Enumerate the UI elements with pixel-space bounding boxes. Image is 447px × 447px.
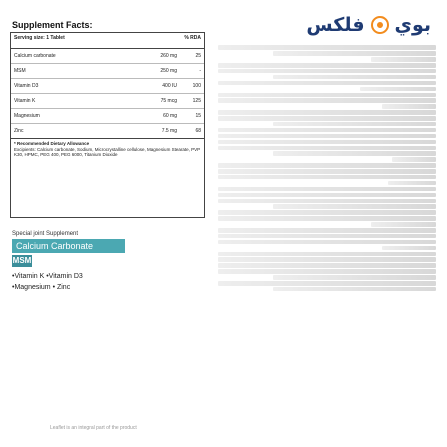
facts-row-amount: 75 mcg (160, 98, 177, 104)
facts-row-rda: - (199, 68, 201, 74)
facts-footnote (11, 139, 204, 160)
logo-text-prefix: بوي (394, 14, 431, 36)
supplement-facts-title: Supplement Facts: (12, 20, 93, 30)
facts-row-name: Vitamin K (14, 98, 36, 104)
bullet-line: •Magnesium • Zinc (12, 284, 71, 291)
facts-table-header (11, 33, 204, 49)
facts-row-amount: 400 IU (162, 83, 177, 89)
rda-header: % RDA (184, 35, 201, 41)
facts-row-rda: 68 (195, 128, 201, 134)
arabic-description (218, 44, 436, 293)
facts-row-rda: 100 (192, 83, 201, 89)
bullet-line: •Vitamin K •Vitamin D3 (12, 273, 83, 280)
facts-row-rda: 15 (195, 113, 201, 119)
facts-row-amount: 260 mg (160, 53, 177, 59)
facts-row-name: Zinc (14, 128, 24, 134)
facts-row-name: Vitamin D3 (14, 83, 39, 89)
facts-row-amount: 60 mg (163, 113, 177, 119)
serving-size-label: Serving size: 1 Tablet (14, 35, 65, 41)
facts-row-rda: 25 (195, 53, 201, 59)
ingredient-bullets (12, 271, 83, 293)
facts-row-rda: 125 (192, 98, 201, 104)
facts-row-vitamin-k (11, 94, 204, 109)
rda-footnote-title: * Recommended Dietary Allowance (14, 141, 90, 146)
logo-mark-icon (371, 16, 389, 34)
brand-logo (306, 14, 431, 36)
facts-row-amount: 250 mg (160, 68, 177, 74)
facts-row-name: Calcium carbonate (14, 53, 56, 59)
logo-text: فلكس (306, 14, 365, 36)
calcium-carbonate-label: Calcium Carbonate (12, 239, 125, 253)
facts-row-name: MSM (14, 68, 26, 74)
facts-row-name: Magnesium (14, 113, 40, 119)
special-supplement-title: Special joint Supplement (12, 231, 79, 237)
facts-row-zinc (11, 124, 204, 139)
facts-row-calcium (11, 49, 204, 64)
facts-row-msm (11, 64, 204, 79)
facts-row-vitamin-d3 (11, 79, 204, 94)
excipients-text: Excipients: Calcium carbonate, Sodium, Microcrystalline cellulose, Magnesium Stearate, PVP K30, HPMC, PEG 400, PEG 6000, Titanium Dioxide (14, 146, 200, 157)
msm-label: MSM (12, 256, 32, 265)
facts-row-magnesium (11, 109, 204, 124)
supplement-facts-table (10, 32, 205, 218)
footer-note: Leaflet is an integral part of the product (50, 425, 137, 431)
facts-row-amount: 7.5 mg (161, 128, 177, 134)
